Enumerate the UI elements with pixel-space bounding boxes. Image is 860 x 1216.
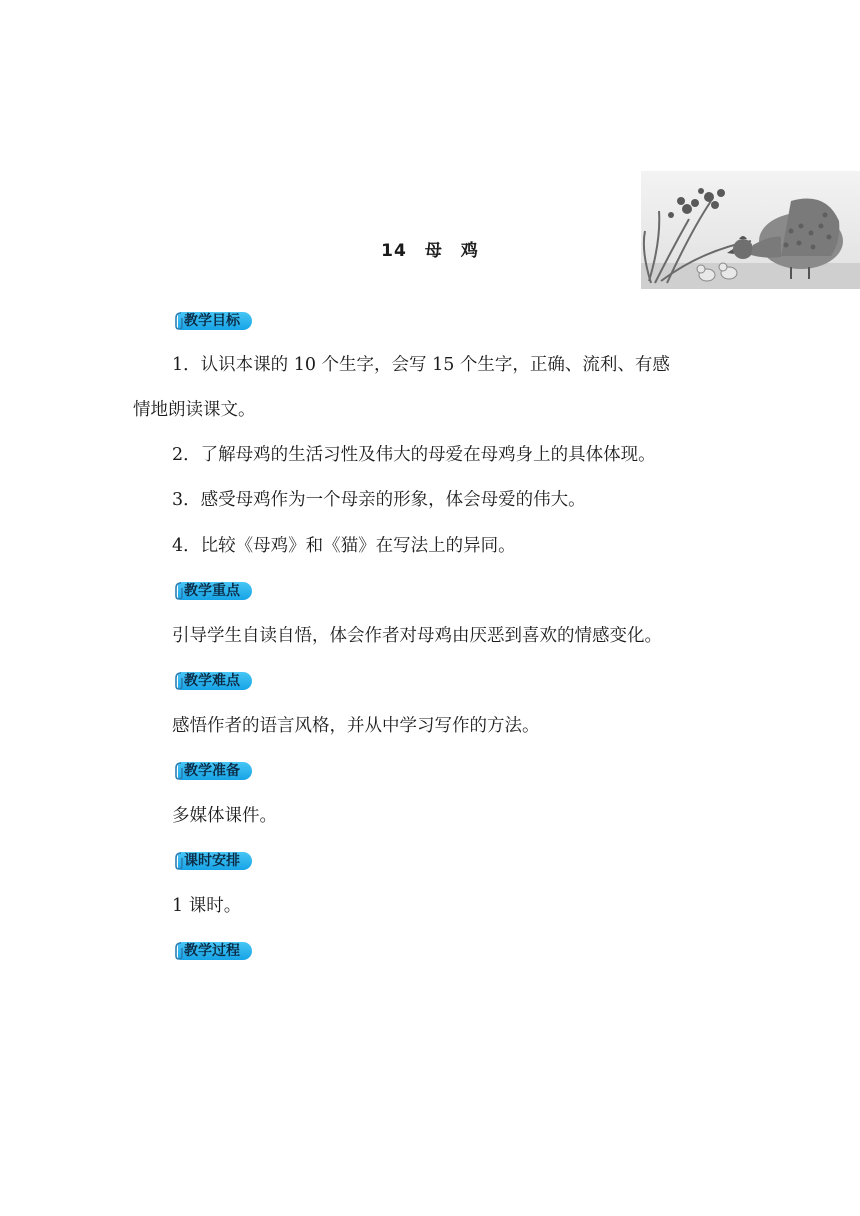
section-badge-preparation [172,760,252,782]
section-heading: 教学重点 [184,583,240,599]
section-heading: 教学准备 [184,763,240,779]
section-badge-key-points [172,580,252,602]
objective-line: 3．感受母鸡作为一个母亲的形象，体会母爱的伟大。 [172,490,586,510]
objective-line: 1．认识本课的 10 个生字，会写 15 个生字，正确、流利、有感 [172,355,670,375]
difficulties-text: 感悟作者的语言风格，并从中学习写作的方法。 [172,716,540,736]
schedule-text: 1 课时。 [172,896,242,916]
section-heading: 教学难点 [184,673,240,689]
section-heading: 教学过程 [184,943,240,959]
section-badge-objectives [172,310,252,332]
hen-with-chicks-illustration [641,171,860,289]
key-points-text: 引导学生自读自悟，体会作者对母鸡由厌恶到喜欢的情感变化。 [172,626,662,646]
section-heading: 教学目标 [184,313,240,329]
preparation-text: 多媒体课件。 [172,806,277,826]
objective-line: 2．了解母鸡的生活习性及伟大的母爱在母鸡身上的具体体现。 [172,445,656,465]
objective-line: 情地朗读课文。 [133,400,256,420]
section-badge-schedule [172,850,252,872]
section-heading: 课时安排 [184,853,240,869]
lesson-title: 14 母 鸡 [381,241,479,261]
section-badge-process [172,940,252,962]
objective-line: 4．比较《母鸡》和《猫》在写法上的异同。 [172,536,516,556]
section-badge-difficulties [172,670,252,692]
